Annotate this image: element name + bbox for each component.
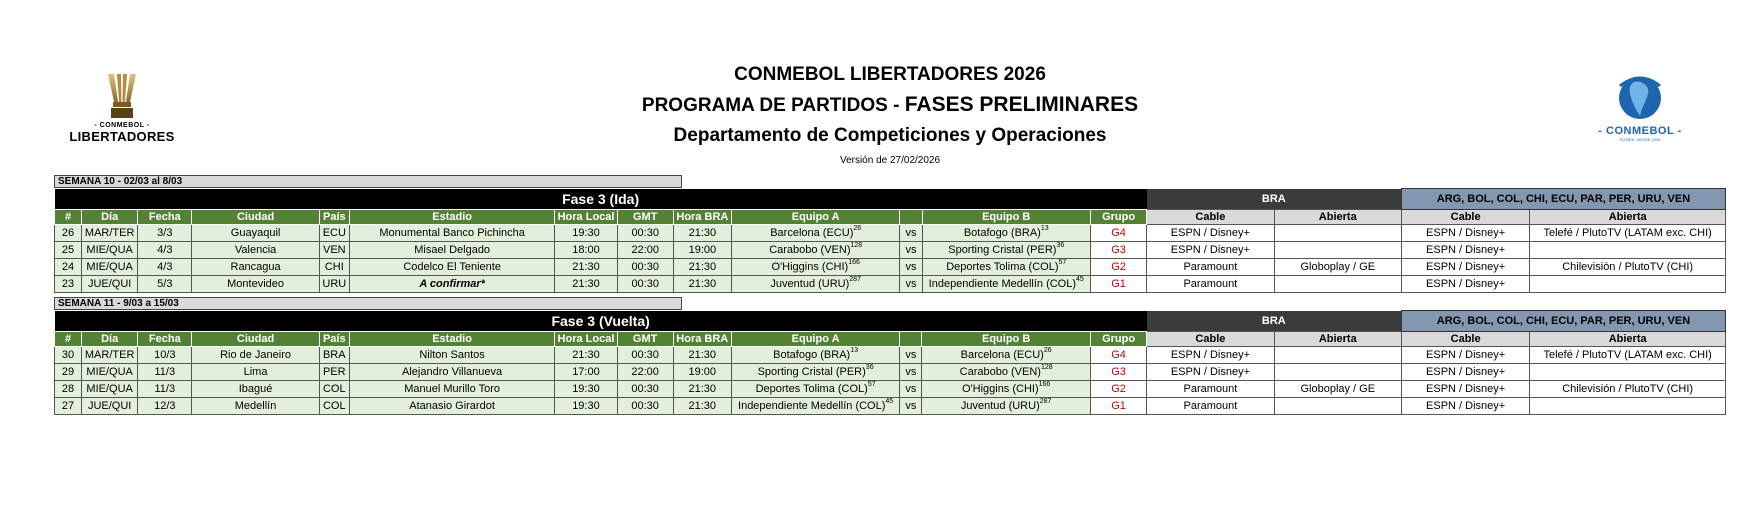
match-day: MIE/QUA bbox=[82, 364, 138, 381]
match-number: 25 bbox=[55, 242, 82, 259]
phase-row bbox=[55, 189, 1726, 210]
bra-abierta: Globoplay / GE bbox=[1274, 259, 1401, 276]
logo-small-text: - CONMEBOL - bbox=[94, 122, 150, 129]
title-line-3: Departamento de Competiciones y Operaciones bbox=[673, 125, 1107, 146]
match-local-time: 21:30 bbox=[555, 259, 617, 276]
match-bra-time: 19:00 bbox=[673, 364, 731, 381]
team-a-ranking: 57 bbox=[867, 381, 876, 388]
team-a-name: Juventud (URU) bbox=[770, 278, 850, 290]
col-gmt: GMT bbox=[617, 332, 673, 347]
team-a-name: Deportes Tolima (COL) bbox=[755, 383, 868, 395]
team-a bbox=[731, 398, 899, 415]
team-b-ranking: 287 bbox=[1039, 398, 1052, 405]
latam-broadcast-header: ARG, BOL, COL, CHI, ECU, PAR, PER, URU, VEN bbox=[1401, 311, 1725, 332]
match-row bbox=[55, 381, 1726, 398]
team-a-ranking: 287 bbox=[849, 276, 861, 283]
bra-broadcast-header: BRA bbox=[1147, 189, 1402, 210]
bra-abierta bbox=[1274, 225, 1401, 242]
team-a bbox=[731, 225, 899, 242]
team-a bbox=[731, 276, 899, 293]
team-b-ranking: 45 bbox=[1076, 276, 1084, 283]
team-a-name: Botafogo (BRA) bbox=[773, 349, 851, 361]
title-line-1: CONMEBOL LIBERTADORES 2026 bbox=[734, 64, 1046, 85]
match-table bbox=[54, 188, 1726, 293]
match-stadium: A confirmar* bbox=[349, 276, 555, 293]
bra-cable: ESPN / Disney+ bbox=[1147, 242, 1274, 259]
match-gmt-time: 00:30 bbox=[617, 276, 673, 293]
team-a bbox=[731, 364, 899, 381]
team-a-ranking: 45 bbox=[885, 398, 894, 405]
col-num: # bbox=[55, 210, 82, 225]
match-day: JUE/QUI bbox=[82, 276, 138, 293]
bra-broadcast-header: BRA bbox=[1147, 311, 1402, 332]
col-gmt: GMT bbox=[617, 210, 673, 225]
match-bra-time: 21:30 bbox=[673, 381, 731, 398]
latam-abierta bbox=[1530, 276, 1726, 293]
conmebol-logo-text: - CONMEBOL - bbox=[1598, 125, 1682, 137]
conmebol-logo bbox=[1590, 72, 1690, 142]
match-country: CHI bbox=[319, 259, 349, 276]
match-city: Montevideo bbox=[192, 276, 319, 293]
match-group: G1 bbox=[1090, 276, 1146, 293]
team-b-name: Barcelona (ECU) bbox=[960, 349, 1044, 361]
title-line-2a: PROGRAMA DE PARTIDOS - bbox=[641, 95, 905, 116]
team-a bbox=[731, 259, 899, 276]
match-local-time: 19:30 bbox=[555, 398, 617, 415]
match-country: COL bbox=[319, 381, 349, 398]
team-b-name: Botafogo (BRA) bbox=[963, 227, 1041, 239]
col-grupo: Grupo bbox=[1090, 332, 1146, 347]
bra-abierta bbox=[1274, 398, 1401, 415]
team-b-name: Independiente Medellín (COL) bbox=[928, 278, 1077, 290]
match-gmt-time: 00:30 bbox=[617, 225, 673, 242]
col-estadio: Estadio bbox=[349, 332, 555, 347]
match-number: 27 bbox=[55, 398, 82, 415]
latam-cable: ESPN / Disney+ bbox=[1401, 225, 1529, 242]
team-b bbox=[922, 242, 1090, 259]
vs-label: vs bbox=[900, 242, 922, 259]
team-b bbox=[922, 276, 1090, 293]
match-gmt-time: 00:30 bbox=[617, 398, 673, 415]
team-b-ranking: 13 bbox=[1040, 225, 1049, 232]
match-number: 24 bbox=[55, 259, 82, 276]
match-row bbox=[55, 276, 1726, 293]
match-day: MIE/QUA bbox=[82, 381, 138, 398]
bra-abierta: Globoplay / GE bbox=[1274, 381, 1401, 398]
bra-cable: Paramount bbox=[1147, 398, 1274, 415]
document-header bbox=[580, 64, 1200, 166]
vs-label: vs bbox=[900, 364, 922, 381]
match-date: 12/3 bbox=[138, 398, 192, 415]
match-stadium: Nilton Santos bbox=[349, 347, 555, 364]
col-vs bbox=[900, 332, 922, 347]
match-stadium: Manuel Murillo Toro bbox=[349, 381, 555, 398]
match-number: 23 bbox=[55, 276, 82, 293]
bra-abierta bbox=[1274, 364, 1401, 381]
latam-abierta: Telefé / PlutoTV (LATAM exc. CHI) bbox=[1530, 225, 1726, 242]
match-group: G4 bbox=[1090, 347, 1146, 364]
match-country: URU bbox=[319, 276, 349, 293]
match-day: MIE/QUA bbox=[82, 242, 138, 259]
team-a-ranking: 128 bbox=[850, 242, 863, 249]
col-bra-cable: Cable bbox=[1147, 210, 1274, 225]
bra-abierta bbox=[1274, 347, 1401, 364]
col-equipo-b: Equipo B bbox=[922, 332, 1090, 347]
latam-cable: ESPN / Disney+ bbox=[1401, 398, 1529, 415]
column-header-row bbox=[55, 210, 1726, 225]
match-country: COL bbox=[319, 398, 349, 415]
latam-cable: ESPN / Disney+ bbox=[1401, 276, 1529, 293]
match-row bbox=[55, 364, 1726, 381]
team-b-ranking: 26 bbox=[1043, 347, 1052, 354]
bra-abierta bbox=[1274, 276, 1401, 293]
phase-row bbox=[55, 311, 1726, 332]
latam-abierta: Telefé / PlutoTV (LATAM exc. CHI) bbox=[1530, 347, 1726, 364]
vs-label: vs bbox=[900, 276, 922, 293]
match-number: 26 bbox=[55, 225, 82, 242]
bra-cable: Paramount bbox=[1147, 276, 1274, 293]
bra-cable: Paramount bbox=[1147, 259, 1274, 276]
match-stadium: Codelco El Teniente bbox=[349, 259, 555, 276]
latam-abierta bbox=[1530, 398, 1726, 415]
team-b-name: Deportes Tolima (COL) bbox=[946, 261, 1059, 273]
title-line-2 bbox=[580, 94, 1200, 117]
latam-cable: ESPN / Disney+ bbox=[1401, 259, 1529, 276]
logo-big-text: LIBERTADORES bbox=[69, 129, 175, 144]
latam-abierta: Chilevisión / PlutoTV (CHI) bbox=[1530, 381, 1726, 398]
vs-label: vs bbox=[900, 259, 922, 276]
match-bra-time: 21:30 bbox=[673, 225, 731, 242]
match-stadium: Monumental Banco Pichincha bbox=[349, 225, 555, 242]
team-a bbox=[731, 242, 899, 259]
match-local-time: 17:00 bbox=[555, 364, 617, 381]
latam-abierta bbox=[1530, 242, 1726, 259]
match-date: 11/3 bbox=[138, 381, 192, 398]
match-group: G3 bbox=[1090, 242, 1146, 259]
latam-cable: ESPN / Disney+ bbox=[1401, 242, 1529, 259]
column-header-row bbox=[55, 332, 1726, 347]
team-a-name: Independiente Medellín (COL) bbox=[738, 400, 886, 412]
schedule-block-ida bbox=[54, 175, 1726, 293]
bra-cable: ESPN / Disney+ bbox=[1147, 225, 1274, 242]
latam-cable: ESPN / Disney+ bbox=[1401, 364, 1529, 381]
match-gmt-time: 22:00 bbox=[617, 242, 673, 259]
col-pais: País bbox=[319, 210, 349, 225]
team-a-name: Sporting Cristal (PER) bbox=[757, 366, 866, 378]
match-local-time: 19:30 bbox=[555, 381, 617, 398]
latam-abierta: Chilevisión / PlutoTV (CHI) bbox=[1530, 259, 1726, 276]
match-city: Rio de Janeiro bbox=[192, 347, 319, 364]
match-date: 11/3 bbox=[138, 364, 192, 381]
match-day: JUE/QUI bbox=[82, 398, 138, 415]
team-a-name: Barcelona (ECU) bbox=[770, 227, 854, 239]
team-a-name: Carabobo (VEN) bbox=[769, 244, 851, 256]
latam-cable: ESPN / Disney+ bbox=[1401, 347, 1529, 364]
match-country: BRA bbox=[319, 347, 349, 364]
match-city: Ibagué bbox=[192, 381, 319, 398]
match-group: G2 bbox=[1090, 259, 1146, 276]
match-table bbox=[54, 310, 1726, 415]
match-group: G3 bbox=[1090, 364, 1146, 381]
match-day: MAR/TER bbox=[82, 225, 138, 242]
vs-label: vs bbox=[900, 398, 922, 415]
vs-label: vs bbox=[900, 381, 922, 398]
latam-abierta bbox=[1530, 364, 1726, 381]
team-b-name: Sporting Cristal (PER) bbox=[948, 244, 1057, 256]
match-number: 29 bbox=[55, 364, 82, 381]
match-date: 3/3 bbox=[138, 225, 192, 242]
match-number: 30 bbox=[55, 347, 82, 364]
col-grupo: Grupo bbox=[1090, 210, 1146, 225]
match-city: Guayaquil bbox=[192, 225, 319, 242]
trophy-icon bbox=[102, 72, 142, 120]
match-city: Lima bbox=[192, 364, 319, 381]
bra-cable: ESPN / Disney+ bbox=[1147, 347, 1274, 364]
phase-title: Fase 3 (Vuelta) bbox=[55, 311, 1147, 332]
week-label: SEMANA 10 - 02/03 al 8/03 bbox=[54, 175, 682, 188]
match-row bbox=[55, 242, 1726, 259]
match-city: Rancagua bbox=[192, 259, 319, 276]
col-vs bbox=[900, 210, 922, 225]
match-group: G4 bbox=[1090, 225, 1146, 242]
match-gmt-time: 00:30 bbox=[617, 259, 673, 276]
team-b bbox=[922, 364, 1090, 381]
team-a-ranking: 26 bbox=[853, 225, 862, 232]
match-row bbox=[55, 259, 1726, 276]
team-a-ranking: 36 bbox=[865, 364, 874, 371]
match-stadium: Atanasio Girardot bbox=[349, 398, 555, 415]
libertadores-logo bbox=[62, 72, 182, 144]
team-b bbox=[922, 225, 1090, 242]
col-equipo-b: Equipo B bbox=[922, 210, 1090, 225]
col-fecha: Fecha bbox=[138, 210, 192, 225]
match-gmt-time: 00:30 bbox=[617, 381, 673, 398]
match-country: PER bbox=[319, 364, 349, 381]
match-stadium: Alejandro Villanueva bbox=[349, 364, 555, 381]
col-estadio: Estadio bbox=[349, 210, 555, 225]
team-b-name: Juventud (URU) bbox=[960, 400, 1040, 412]
schedule-block-vuelta bbox=[54, 297, 1726, 415]
match-local-time: 18:00 bbox=[555, 242, 617, 259]
team-b bbox=[922, 398, 1090, 415]
col-latam-cable: Cable bbox=[1401, 210, 1529, 225]
col-hora-bra: Hora BRA bbox=[673, 210, 731, 225]
team-b bbox=[922, 347, 1090, 364]
match-row bbox=[55, 225, 1726, 242]
match-bra-time: 21:30 bbox=[673, 347, 731, 364]
col-fecha: Fecha bbox=[138, 332, 192, 347]
team-a bbox=[731, 347, 899, 364]
vs-label: vs bbox=[900, 225, 922, 242]
match-gmt-time: 00:30 bbox=[617, 347, 673, 364]
col-equipo-a: Equipo A bbox=[731, 332, 899, 347]
phase-title: Fase 3 (Ida) bbox=[55, 189, 1147, 210]
col-bra-abierta: Abierta bbox=[1274, 210, 1401, 225]
col-num: # bbox=[55, 332, 82, 347]
col-latam-cable: Cable bbox=[1401, 332, 1529, 347]
match-group: G1 bbox=[1090, 398, 1146, 415]
team-b-name: O'Higgins (CHI) bbox=[961, 383, 1039, 395]
latam-broadcast-header: ARG, BOL, COL, CHI, ECU, PAR, PER, URU, VEN bbox=[1401, 189, 1725, 210]
col-hora-local: Hora Local bbox=[555, 332, 617, 347]
match-local-time: 21:30 bbox=[555, 276, 617, 293]
title-line-2b: FASES PRELIMINARES bbox=[904, 93, 1139, 116]
vs-label: vs bbox=[900, 347, 922, 364]
team-b bbox=[922, 381, 1090, 398]
team-b-ranking: 166 bbox=[1038, 381, 1051, 388]
match-day: MAR/TER bbox=[82, 347, 138, 364]
col-bra-cable: Cable bbox=[1147, 332, 1274, 347]
bra-cable: ESPN / Disney+ bbox=[1147, 364, 1274, 381]
match-local-time: 21:30 bbox=[555, 347, 617, 364]
team-a-ranking: 13 bbox=[850, 347, 859, 354]
team-b-ranking: 57 bbox=[1058, 259, 1067, 266]
col-dia: Día bbox=[82, 332, 138, 347]
match-bra-time: 21:30 bbox=[673, 259, 731, 276]
version-text: Versión de 27/02/2026 bbox=[839, 155, 941, 166]
match-local-time: 19:30 bbox=[555, 225, 617, 242]
conmebol-globe-icon bbox=[1612, 72, 1668, 122]
col-hora-bra: Hora BRA bbox=[673, 332, 731, 347]
team-a bbox=[731, 381, 899, 398]
match-city: Valencia bbox=[192, 242, 319, 259]
col-latam-abierta: Abierta bbox=[1530, 210, 1726, 225]
team-b bbox=[922, 259, 1090, 276]
col-equipo-a: Equipo A bbox=[731, 210, 899, 225]
col-ciudad: Ciudad bbox=[192, 332, 319, 347]
match-row bbox=[55, 398, 1726, 415]
col-hora-local: Hora Local bbox=[555, 210, 617, 225]
latam-cable: ESPN / Disney+ bbox=[1401, 381, 1529, 398]
match-bra-time: 19:00 bbox=[673, 242, 731, 259]
team-b-ranking: 128 bbox=[1040, 364, 1053, 371]
bra-abierta bbox=[1274, 242, 1401, 259]
col-pais: País bbox=[319, 332, 349, 347]
match-number: 28 bbox=[55, 381, 82, 398]
match-bra-time: 21:30 bbox=[673, 398, 731, 415]
match-bra-time: 21:30 bbox=[673, 276, 731, 293]
match-date: 5/3 bbox=[138, 276, 192, 293]
team-a-name: O'Higgins (CHI) bbox=[771, 261, 849, 273]
col-dia: Día bbox=[82, 210, 138, 225]
match-country: ECU bbox=[319, 225, 349, 242]
match-date: 4/3 bbox=[138, 242, 192, 259]
col-ciudad: Ciudad bbox=[192, 210, 319, 225]
match-date: 10/3 bbox=[138, 347, 192, 364]
match-group: G2 bbox=[1090, 381, 1146, 398]
team-b-ranking: 36 bbox=[1056, 242, 1065, 249]
week-label: SEMANA 11 - 9/03 a 15/03 bbox=[54, 297, 682, 310]
col-latam-abierta: Abierta bbox=[1530, 332, 1726, 347]
col-bra-abierta: Abierta bbox=[1274, 332, 1401, 347]
match-date: 4/3 bbox=[138, 259, 192, 276]
team-a-ranking: 166 bbox=[848, 259, 860, 266]
match-city: Medellín bbox=[192, 398, 319, 415]
match-day: MIE/QUA bbox=[82, 259, 138, 276]
bra-cable: Paramount bbox=[1147, 381, 1274, 398]
match-gmt-time: 22:00 bbox=[617, 364, 673, 381]
match-stadium: Misael Delgado bbox=[349, 242, 555, 259]
team-b-name: Carabobo (VEN) bbox=[959, 366, 1041, 378]
conmebol-logo-tagline: FÚTBOL DESDE 1916 bbox=[1619, 137, 1661, 142]
match-country: VEN bbox=[319, 242, 349, 259]
match-row bbox=[55, 347, 1726, 364]
